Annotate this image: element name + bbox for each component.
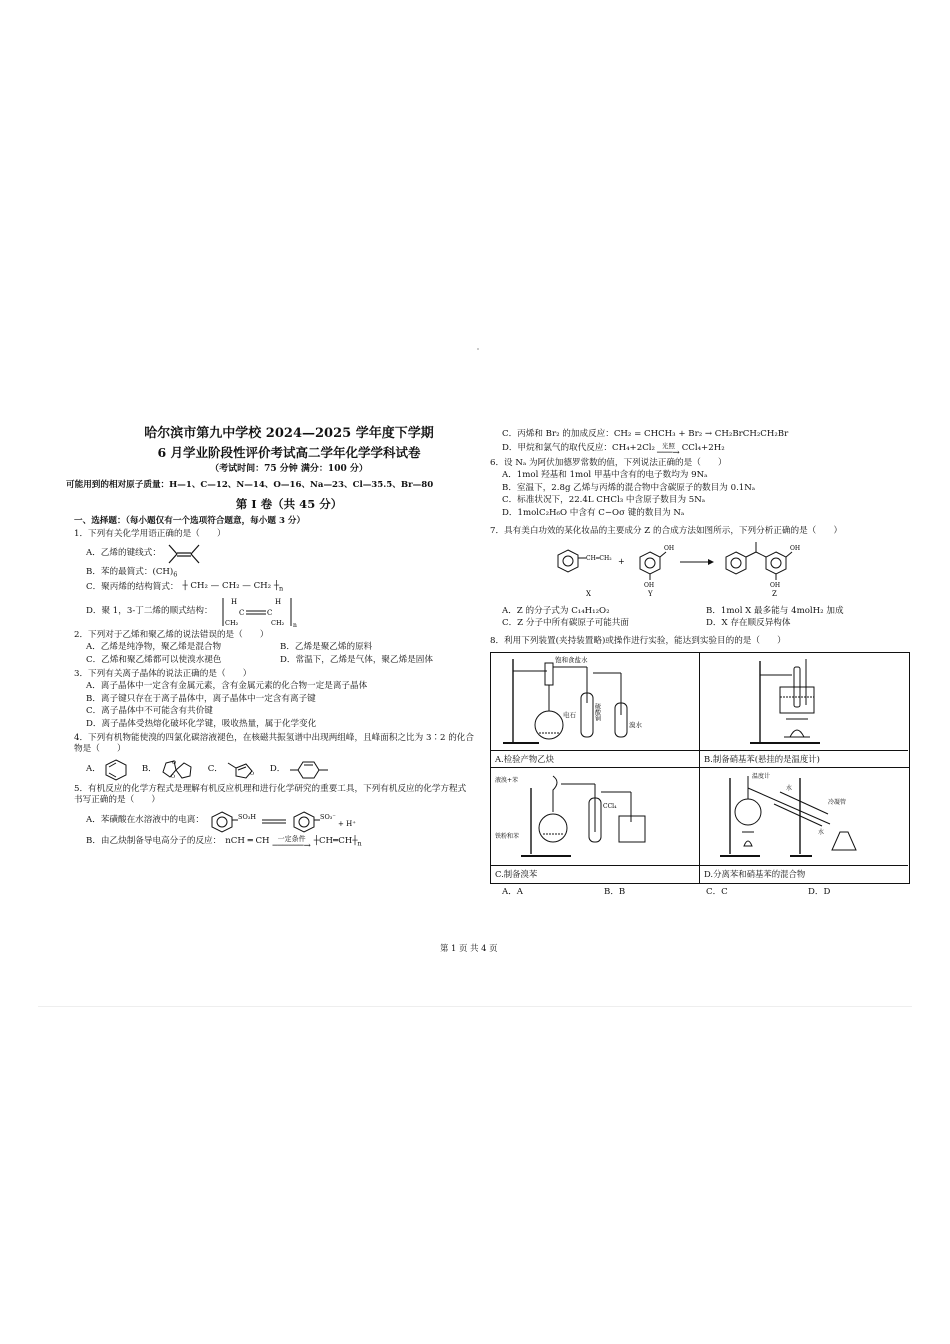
caption-b: B.制备硝基苯(悬挂的是温度计) [700, 750, 908, 767]
q2-option-d: D．常温下，乙烯是气体，聚乙烯是固体 [280, 655, 433, 666]
q1-b-formula-sub: 6 [173, 570, 178, 579]
q2-stem: 2．下列对于乙烯和聚乙烯的说法错误的是（ ） [74, 629, 269, 640]
q7-option-c: C．Z 分子中所有碳原子可能共面 [502, 618, 629, 629]
apparatus-b [700, 653, 908, 767]
q2-option-a: A．乙烯是纯净物，聚乙烯是混合物 [86, 642, 222, 653]
label-ccl4: CCl₄ [603, 802, 617, 810]
struct-ch2-right: CH₂ [270, 618, 284, 627]
q5-b-arrow-line: ──────→ [272, 840, 311, 851]
q4-a-label: A． [86, 763, 101, 774]
q5-option-b [86, 835, 474, 849]
q1-c-formula: ┼ CH₂ — CH₂ — CH₂ $┼_n$ [182, 581, 284, 594]
q1-b-formula [152, 567, 177, 579]
q4-stem: 4．下列有机物能使溴的四氯化碳溶液褪色，在核磁共振氢谱中出现两组峰，且峰面积之比为 3∶2 的化合物是（ ） [74, 732, 474, 755]
q4-option-d [270, 759, 330, 781]
q5-b-product: $┼CH═CH┼_n$ [313, 835, 362, 848]
apparatus-a [491, 653, 699, 767]
q7-synthesis-scheme [550, 538, 850, 600]
label-condenser: 冷凝管 [828, 798, 847, 806]
q2-option-b: B．乙烯是聚乙烯的原料 [280, 642, 373, 653]
q7-option-a: A．Z 的分子式为 C₁₄H₁₂O₂ [502, 605, 610, 616]
q1-a-label: A．乙烯的键线式： [86, 548, 161, 559]
q3-stem: 3．下列有关离子晶体的说法正确的是（ ） [74, 668, 252, 679]
q5-b-label: B．由乙炔制备导电高分子的反应： [86, 836, 222, 847]
q4-options [86, 759, 474, 781]
q5-b-arrow [273, 835, 311, 849]
so3h-label: SO₃H [237, 812, 256, 821]
svg-text:O: O [171, 759, 176, 766]
q5-option-d [502, 443, 910, 456]
q5-a-label: A．苯磺酸在水溶液中的电离： [86, 815, 204, 826]
q1-c-label: C．聚丙烯的结构简式： [86, 581, 179, 592]
q1-stem: 1．下列有关化学用语正确的是（ ） [74, 529, 226, 540]
z-oh-bottom: OH [770, 582, 781, 590]
label-water-in: 水 [786, 784, 793, 792]
q1-b-label: B．苯的最简式： [86, 567, 153, 578]
q4-c-label: C． [207, 763, 223, 774]
q6-option-c: C．标准状况下，22.4L CHCl₃ 中含原子数目为 5Nₐ [502, 495, 706, 506]
q8-answer-options [502, 887, 910, 899]
ethylene-skeletal-icon [167, 543, 201, 565]
section-heading: 一、选择题：（每小题仅有一个选项符合题意，每小题 3 分） [74, 515, 306, 526]
q1-c-formula-main: CH₂ — CH₂ — CH₂ [190, 581, 272, 592]
dihydrofuran-icon [226, 759, 256, 781]
label-iron-benzene: 铁粉和苯 [495, 832, 520, 840]
spiro-ketal-icon [160, 759, 194, 781]
q4-option-a [86, 759, 128, 781]
q1-b-formula-main: (CH) [152, 566, 174, 577]
q5-d-arrow-line: ───→ [656, 447, 680, 458]
label-bromine-benzene: 液溴+苯 [495, 776, 519, 784]
q8-answer-a: A．A [502, 886, 524, 897]
q5-d-product: CCl₄+2H₂ [681, 443, 725, 454]
q5-b-sub: n [357, 839, 362, 848]
exam-info: （考试时间：75 分钟 满分：100 分） [210, 464, 368, 475]
q3-option-b: B．离子键只存在于离子晶体中，离子晶体中一定含有离子键 [86, 693, 316, 704]
q5-b-condition: 一定条件 [277, 834, 306, 843]
q1-c-sub: n [279, 585, 284, 594]
q5-stem: 5．有机反应的化学方程式是理解有机反应机理和进行化学研究的重要工具，下列有机反应的化学方程式书写正确的是（ ） [74, 783, 467, 806]
cis-polybutadiene-structure [219, 596, 299, 628]
svg-text:CH═CH₂: CH═CH₂ [586, 555, 612, 563]
bottom-rule [38, 1006, 912, 1007]
q2-option-c: C．乙烯和聚乙烯都可以使溴水褪色 [86, 655, 222, 666]
distillation-apparatus-illustration [700, 768, 908, 866]
caption-d: D.分离苯和硝基苯的混合物 [700, 865, 908, 882]
q1-option-c [86, 581, 474, 593]
q4-option-c [208, 759, 256, 781]
q5-d-condition: 光照 [661, 441, 675, 450]
svg-text:O: O [170, 773, 175, 780]
label-saturated-brine: 饱和食盐水 [555, 655, 588, 664]
q2-row2 [86, 655, 474, 667]
label-thermometer: 温度计 [752, 772, 771, 780]
q5-d-label: D．甲烷和氯气的取代反应：CH₄+2Cl₂ [502, 443, 655, 454]
label-water-out: 水 [818, 828, 825, 836]
q4-b-label: B． [141, 763, 157, 774]
q3-option-a: A．离子晶体中一定含有金属元素，含有金属元素的化合物一定是离子晶体 [86, 681, 368, 692]
page-footer: 第 1 页 共 4 页 [440, 943, 498, 953]
y-oh-top: OH [664, 545, 675, 553]
benzenesulfonic-ionization [210, 809, 370, 833]
struct-h-left: H [230, 597, 237, 606]
label-y: Y [648, 590, 653, 599]
exam-sheet [38, 415, 912, 1005]
nitrobenzene-apparatus-illustration [700, 653, 908, 751]
struct-n: n [292, 621, 297, 628]
caption-a: A.检验产物乙炔 [491, 750, 699, 767]
right-column [490, 415, 910, 898]
title-line2: 6 月学业阶段性评价考试高二学年化学学科试卷 [157, 444, 421, 460]
atomic-masses: 可能用到的相对原子质量：H—1、C—12、N—14、O—16、Na—23、Cl—35.5、Br—80 [66, 479, 434, 490]
so3-minus-label: SO₃⁻ [319, 812, 336, 821]
q7-row2 [502, 618, 910, 630]
q5-d-arrow [657, 443, 680, 456]
q6-option-b: B．室温下，2.8g 乙烯与丙烯的混合物中含碳原子的数目为 0.1Nₐ [502, 482, 756, 493]
q8-answer-b: B．B [604, 886, 626, 897]
q8-stem: 8．利用下列装置(夹持装置略)或操作进行实验，能达到实验目的的是（ ） [490, 635, 786, 646]
y-oh-bottom: OH [644, 582, 655, 590]
z-oh-top: OH [790, 545, 801, 553]
q5-option-a [86, 809, 474, 833]
label-z: Z [772, 590, 777, 599]
q7-option-b: B．1mol X 最多能与 4molH₂ 加成 [706, 605, 844, 616]
part-title: 第 I 卷（共 45 分） [235, 497, 343, 512]
q4-d-label: D． [269, 763, 286, 774]
q5-b-reactant: nCH ═ CH [225, 836, 270, 847]
label-bromine-water: 溴水 [629, 720, 642, 729]
q3-option-d: D．离子晶体受热熔化破坏化学键，吸收热量，属于化学变化 [86, 718, 317, 729]
acetylene-apparatus-illustration [491, 653, 699, 751]
left-column [66, 415, 474, 851]
cyclohexadiene-icon [104, 759, 128, 781]
svg-text:O: O [249, 770, 255, 777]
q8-answer-d: D．D [808, 886, 831, 897]
q7-option-d: D．X 存在顺反异构体 [706, 618, 791, 629]
label-x: X [586, 590, 591, 599]
title-line1: 哈尔滨市第九中学校 2024—2025 学年度下学期 [144, 426, 434, 441]
q1-d-label: D．聚 1，3-丁二烯的顺式结构： [86, 606, 213, 617]
q1-option-d [86, 596, 474, 628]
struct-c-left: C [238, 608, 244, 617]
q5-b-product-main: CH═CH [318, 835, 353, 846]
svg-text:+: + [618, 557, 625, 567]
q8-apparatus-grid [490, 652, 910, 884]
scan-speck [477, 348, 479, 350]
q3-option-c: C．离子晶体中不可能含有共价键 [86, 706, 213, 717]
methylcyclohexene-icon [288, 759, 330, 781]
q7-stem: 7．具有美白功效的某化妆品的主要成分 Z 的合成方法如图所示，下列分析正确的是（ ） [490, 525, 843, 536]
label-copper-sulfate: 硫酸铜 [593, 702, 601, 721]
caption-c: C.制备溴苯 [491, 865, 699, 882]
struct-c-right: C [266, 608, 272, 617]
q6-stem: 6．设 Nₐ 为阿伏加德罗常数的值，下列说法正确的是（ ） [490, 457, 727, 468]
q5-option-c: C．丙烯和 Br₂ 的加成反应：CH₂ = CHCH₃ + Br₂ → CH₂BrCH₂CH₂Br [502, 429, 789, 439]
apparatus-d [700, 768, 908, 882]
q6-option-d: D．1molC₂H₆O 中含有 C−Oσ 键的数目为 Nₐ [502, 507, 685, 518]
h-plus-label: + H⁺ [337, 819, 356, 828]
q6-option-a: A．1mol 羟基和 1mol 甲基中含有的电子数均为 9Nₐ [502, 470, 708, 481]
q1-option-a [86, 543, 474, 565]
q4-option-b [142, 759, 194, 781]
bromobenzene-apparatus-illustration [491, 768, 699, 866]
apparatus-c [491, 768, 699, 882]
struct-h-right: H [274, 597, 281, 606]
q8-answer-c: C．C [706, 886, 728, 897]
struct-ch2-left: CH₂ [224, 618, 238, 627]
q2-row1 [86, 642, 474, 654]
q1-option-b [86, 567, 474, 579]
label-calcium-carbide: 电石 [563, 710, 576, 719]
q7-row1 [502, 606, 910, 618]
